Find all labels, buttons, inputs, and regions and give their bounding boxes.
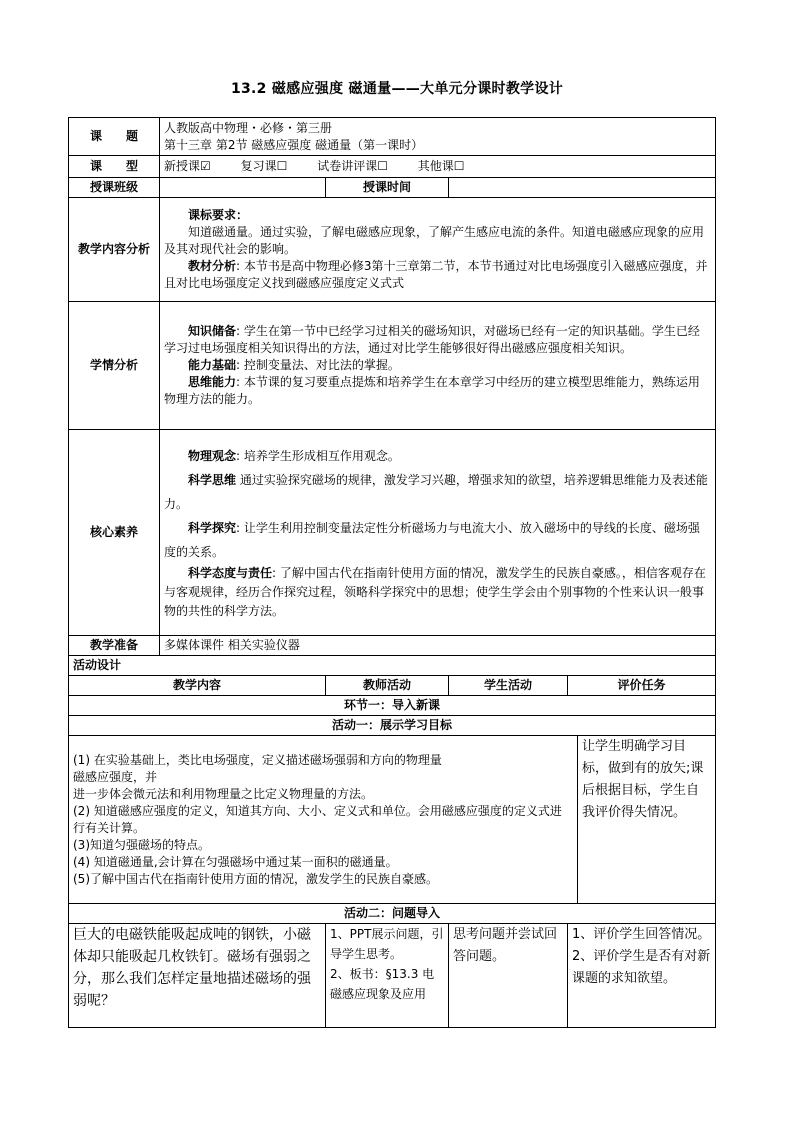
course-row	[69, 118, 716, 156]
content-analysis-row	[69, 198, 716, 302]
act2-student: 思考问题并尝试回答问题。	[449, 924, 568, 1028]
header-content: 教学内容	[69, 676, 326, 696]
header-teacher: 教师活动	[326, 676, 449, 696]
act2-content: 巨大的电磁铁能吸起成吨的钢铁，小磁体却只能吸起几枚铁钉。磁场有强弱之分，那么我们怎样定量地描述磁场的强弱呢？	[69, 924, 326, 1028]
content-analysis-label: 教学内容分析	[69, 198, 160, 302]
standard-text: 知道磁通量。通过实验，了解电磁感应现象，了解产生感应电流的条件。知道电磁感应现象的应用及其对现代社会的影响。	[164, 225, 705, 256]
lesson-type-options	[160, 156, 716, 178]
class-label: 授课班级	[69, 178, 160, 198]
act2-teacher	[326, 924, 449, 1028]
stage1-title: 环节一：导入新课	[69, 696, 716, 716]
scientific-thinking-text: 通过实验探究磁场的规律，激发学习兴趣，增强求知的欲望，培养逻辑思维能力及表述能力。	[164, 473, 708, 511]
scientific-inquiry-title: 科学探究	[188, 521, 237, 535]
table-header-row	[69, 676, 716, 696]
prep-value: 多媒体课件 相关实验仪器	[160, 636, 716, 656]
course-line-2: 第十三章 第2节 磁感应强度 磁通量（第一课时）	[164, 137, 424, 152]
goal-line-2: 磁感应强度，并	[73, 769, 158, 784]
goal-line-3: 进一步体会微元法和利用物理量之比定义物理量的方法。	[73, 786, 374, 801]
core-literacy-row	[69, 430, 716, 636]
class-time-row	[69, 178, 716, 198]
page-title: 13.2 磁感应强度 磁通量——大单元分课时教学设计	[230, 81, 564, 97]
act2-row	[69, 924, 716, 1028]
act1-evaluation: 让学生明确学习目标，做到有的放矢;课后根据目标，学生自我评价得失情况。	[578, 736, 716, 904]
goal-line-6: (4) 知道磁通量,会计算在匀强磁场中通过某一面积的磁通量。	[73, 854, 398, 869]
goal-line-5: (3)知道匀强磁场的特点。	[73, 837, 210, 852]
course-value	[160, 118, 716, 156]
activity-design-label: 活动设计	[69, 656, 716, 676]
teacher-step-1: 1、PPT展示问题，引导学生思考。	[330, 927, 444, 961]
scientific-inquiry-text: : 让学生利用控制变量法定性分析磁场力与电流大小、放入磁场中的导线的长度、磁场强度的关系。	[164, 521, 700, 559]
act2-title-row	[69, 904, 716, 924]
attitude-title: 科学态度与责任	[188, 566, 273, 580]
act1-title: 活动一：展示学习目标	[69, 716, 716, 736]
act2-evaluation	[568, 924, 716, 1028]
ability-text: : 控制变量法、对比法的掌握。	[236, 358, 400, 372]
time-value[interactable]	[449, 178, 716, 198]
physics-concept-text: : 培养学生形成相互作用观念。	[236, 449, 400, 463]
textbook-title: 教材分析	[188, 259, 237, 273]
act1-title-row	[69, 716, 716, 736]
lesson-plan-table	[68, 117, 716, 1028]
student-analysis-label: 学情分析	[69, 302, 160, 430]
scientific-thinking-title: 科学思维	[188, 473, 237, 487]
teacher-step-2: 2、板书：§13.3 电磁感应现象及应用	[330, 967, 435, 1001]
textbook-text: : 本节书是高中物理必修3第十三章第二节，本节书通过对比电场强度引入磁感应强度，并且对比电场强度定义找到磁感应强度定义式式	[164, 259, 708, 290]
lesson-type-label: 课 型	[69, 156, 160, 178]
content-analysis-value	[160, 198, 716, 302]
stage1-row	[69, 696, 716, 716]
attitude-text: : 了解中国古代在指南针使用方面的情况，激发学生的民族自豪感。，相信客观存在与客观规律，经历合作探究过程，领略科学探究中的思想；使学生学会由个别事物的个性来认识一般事物的共性的科学方法。	[164, 566, 706, 618]
standard-title: 课标要求：	[188, 208, 249, 222]
thinking-text: : 本节课的复习要重点提炼和培养学生在本章学习中经历的建立模型思维能力，熟练运用物理方法的能力。	[164, 375, 700, 406]
prep-label: 教学准备	[69, 636, 160, 656]
ability-title: 能力基础	[188, 358, 237, 372]
option-new-lesson[interactable]: 新授课☑	[164, 159, 211, 173]
knowledge-title: 知识储备	[188, 324, 237, 338]
physics-concept-title: 物理观念	[188, 449, 237, 463]
goal-line-1: (1) 在实验基础上，类比电场强度，定义描述磁场强弱和方向的物理量	[73, 752, 442, 767]
act2-title: 活动二：问题导入	[69, 904, 716, 924]
prep-row	[69, 636, 716, 656]
goal-line-7: (5)了解中国古代在指南针使用方面的情况，激发学生的民族自豪感。	[73, 871, 439, 886]
core-literacy-value	[160, 430, 716, 636]
act1-row	[69, 736, 716, 904]
header-evaluation: 评价任务	[568, 676, 716, 696]
option-other-lesson[interactable]: 其他课☐	[417, 159, 465, 173]
option-exam-review-lesson[interactable]: 试卷讲评课☐	[317, 159, 388, 173]
student-analysis-row	[69, 302, 716, 430]
time-label: 授课时间	[326, 178, 449, 198]
act1-content	[69, 736, 578, 904]
option-review-lesson[interactable]: 复习课☐	[240, 159, 288, 173]
eval-step-1: 1、评价学生回答情况。	[572, 927, 711, 942]
lesson-type-row	[69, 156, 716, 178]
course-line-1: 人教版高中物理・必修・第三册	[164, 120, 333, 135]
course-label: 课 题	[69, 118, 160, 156]
knowledge-text: : 学生在第一节中已经学习过相关的磁场知识，对磁场已经有一定的知识基础。学生已经学习过电场强度相关知识得出的方法，通过对比学生能够很好得出磁感应强度相关知识。	[164, 324, 700, 355]
eval-step-2: 2、评价学生是否有对新课题的求知欲望。	[572, 949, 711, 986]
core-literacy-label: 核心素养	[69, 430, 160, 636]
goal-line-4: (2) 知道磁感应强度的定义，知道其方向、大小、定义式和单位。会用磁感应强度的定义式进行有关计算。	[73, 803, 562, 835]
student-analysis-value	[160, 302, 716, 430]
header-student: 学生活动	[449, 676, 568, 696]
thinking-title: 思维能力	[188, 375, 237, 389]
activity-design-row	[69, 656, 716, 676]
class-value[interactable]	[160, 178, 326, 198]
